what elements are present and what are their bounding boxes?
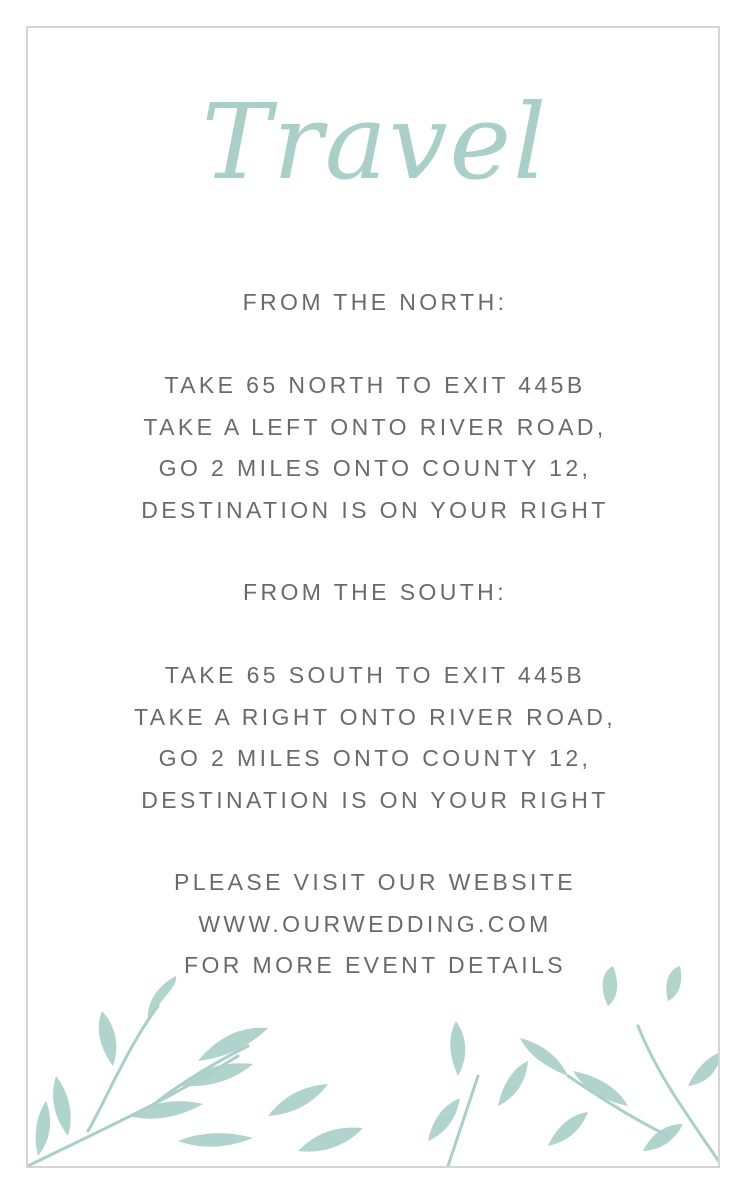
card-title: Travel (201, 81, 549, 203)
leaf-branches-icon (28, 966, 720, 1166)
north-line-1: TAKE 65 NORTH TO EXIT 445B (164, 372, 586, 398)
north-heading-block (28, 282, 720, 324)
north-directions (28, 365, 720, 531)
north-heading: FROM THE NORTH: (242, 289, 508, 315)
website-line-3: FOR MORE EVENT DETAILS (184, 952, 566, 978)
south-directions (28, 655, 720, 821)
south-heading-block (28, 572, 720, 614)
north-line-2: TAKE A LEFT ONTO RIVER ROAD, (143, 413, 607, 440)
south-line-2: TAKE A RIGHT ONTO RIVER ROAD, (133, 703, 616, 730)
website-line-1: PLEASE VISIT OUR WEBSITE (174, 869, 576, 895)
south-line-1: TAKE 65 SOUTH TO EXIT 445B (164, 662, 586, 688)
south-line-3: GO 2 MILES ONTO COUNTY 12, (158, 745, 592, 771)
north-line-4: DESTINATION IS ON YOUR RIGHT (141, 496, 609, 523)
website-line-2: WWW.OURWEDDING.COM (198, 910, 552, 937)
south-line-4: DESTINATION IS ON YOUR RIGHT (141, 786, 609, 813)
north-line-3: GO 2 MILES ONTO COUNTY 12, (158, 455, 592, 481)
south-heading: FROM THE SOUTH: (243, 579, 507, 605)
travel-card (26, 26, 720, 1168)
